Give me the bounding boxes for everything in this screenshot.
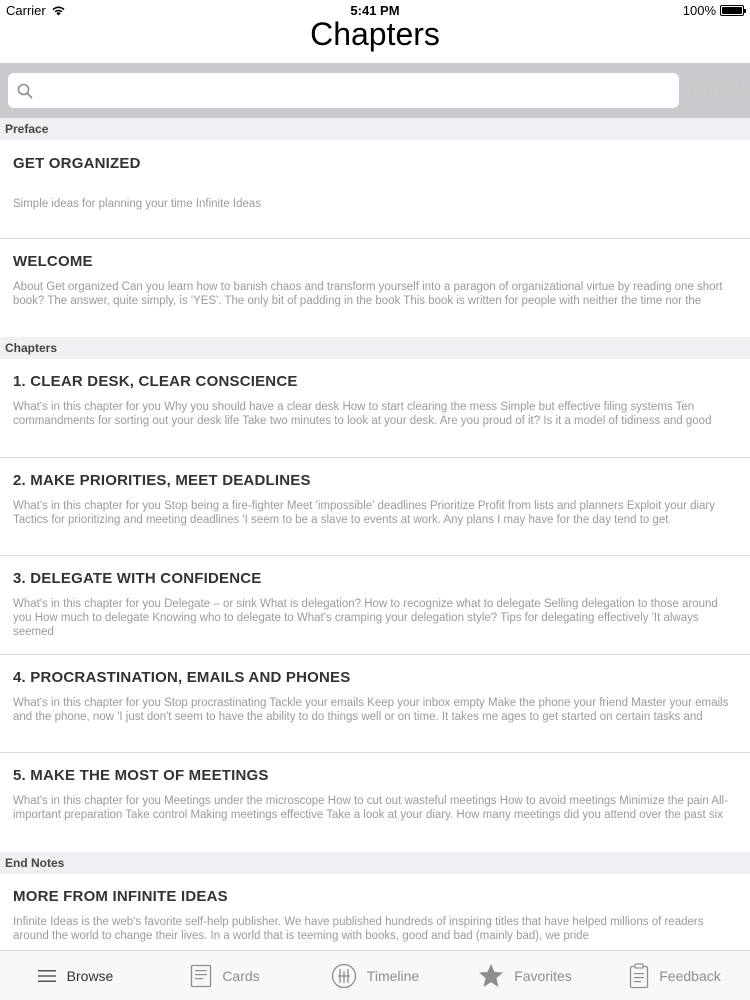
page-title: Chapters	[310, 16, 440, 52]
search-icon	[17, 83, 33, 99]
list-item[interactable]	[0, 359, 750, 458]
list-item[interactable]	[0, 458, 750, 556]
tab-timeline[interactable]	[300, 951, 450, 1000]
tab-label: Favorites	[514, 967, 572, 984]
tab-cards[interactable]	[150, 951, 300, 1000]
tab-label: Timeline	[366, 967, 420, 984]
search-field[interactable]	[8, 73, 679, 108]
tab-label: Browse	[66, 967, 114, 984]
cancel-button[interactable]: Cancel	[689, 80, 742, 99]
item-title: 4. PROCRASTINATION, EMAILS AND PHONES	[13, 669, 351, 686]
star-icon	[478, 963, 504, 988]
list-item[interactable]	[0, 556, 750, 655]
item-title: WELCOME	[13, 253, 93, 270]
section-header-end-notes: End Notes	[0, 852, 750, 874]
battery-percent: 100%	[682, 3, 716, 18]
clipboard-icon	[629, 963, 649, 989]
item-description: Infinite Ideas is the web's favorite self-help publisher. We have published hundreds of inspiring titles that have helped millions of readers around the world to change their lives. In a world that is teeming with books, good and bad (mainly bad), we pride	[13, 916, 704, 942]
tab-feedback[interactable]	[600, 951, 750, 1000]
list-item[interactable]	[0, 239, 750, 337]
tab-browse[interactable]	[0, 951, 150, 1000]
tab-label: Cards	[222, 967, 260, 984]
list-icon	[37, 968, 57, 984]
item-title: 2. MAKE PRIORITIES, MEET DEADLINES	[13, 472, 311, 489]
carrier-label: Carrier	[6, 3, 46, 18]
section-header-chapters: Chapters	[0, 337, 750, 359]
item-title: 1. CLEAR DESK, CLEAR CONSCIENCE	[13, 373, 298, 390]
item-description: What's in this chapter for you Delegate – or sink What is delegation? How to recognize what to delegate Selling delegation to those around you How much to delegate Knowing who to delegate to What's cramping your delegation style? Tips for delegating effectively 'It always seemed	[13, 598, 718, 638]
tab-label: Feedback	[659, 967, 721, 984]
item-title: 3. DELEGATE WITH CONFIDENCE	[13, 570, 262, 587]
list-item[interactable]	[0, 874, 750, 950]
tab-favorites[interactable]	[450, 951, 600, 1000]
cards-icon	[190, 964, 212, 988]
list-item[interactable]	[0, 655, 750, 753]
chapter-list	[0, 118, 750, 950]
item-description: About Get organized Can you learn how to banish chaos and transform yourself into a paragon of organizational virtue by reading one short book? The answer, quite simply, is 'YES'. The only bit of padding in the book This book is written for people with neither the time nor the	[13, 281, 723, 307]
section-header-preface: Preface	[0, 118, 750, 140]
item-title: MORE FROM INFINITE IDEAS	[13, 888, 228, 905]
item-description: What's in this chapter for you Stop procrastinating Tackle your emails Keep your inbox empty Make the phone your friend Master your emails and the phone, now 'I just don't seem to have the ability to do things well or on time. It takes me ages to get started on certain tasks and	[13, 697, 729, 723]
list-item[interactable]	[0, 140, 750, 239]
battery-icon	[720, 5, 744, 16]
item-description: What's in this chapter for you Why you should have a clear desk How to start clearing the mess Simple but effective filing systems Ten commandments for sorting out your desk life Take two minutes to look at your desk. Are you proud of it? Is it a model of tidiness and good	[13, 401, 712, 427]
clock: 5:41 PM	[350, 3, 400, 18]
item-description: What's in this chapter for you Meetings under the microscope How to cut out wasteful meetings How to avoid meetings Minimize the pain All-important preparation Take control Making meetings effective Take a look at your diary. How many meetings did you attend over the past six	[13, 795, 728, 821]
item-description: Simple ideas for planning your time Infinite Ideas	[13, 198, 262, 210]
item-title: 5. MAKE THE MOST OF MEETINGS	[13, 767, 269, 784]
search-bar	[0, 63, 750, 118]
item-description: What's in this chapter for you Stop being a fire-fighter Meet 'impossible' deadlines Prioritize Profit from lists and planners Exploit your diary Tactics for prioritizing and meeting deadlines 'I seem to be a slave to events at work. Any plans I may have for the day tend to get	[13, 500, 716, 526]
search-input[interactable]	[40, 73, 670, 108]
list-item[interactable]	[0, 753, 750, 852]
item-title: GET ORGANIZED	[13, 155, 141, 172]
tab-bar	[0, 950, 750, 1000]
timeline-icon	[331, 963, 357, 989]
